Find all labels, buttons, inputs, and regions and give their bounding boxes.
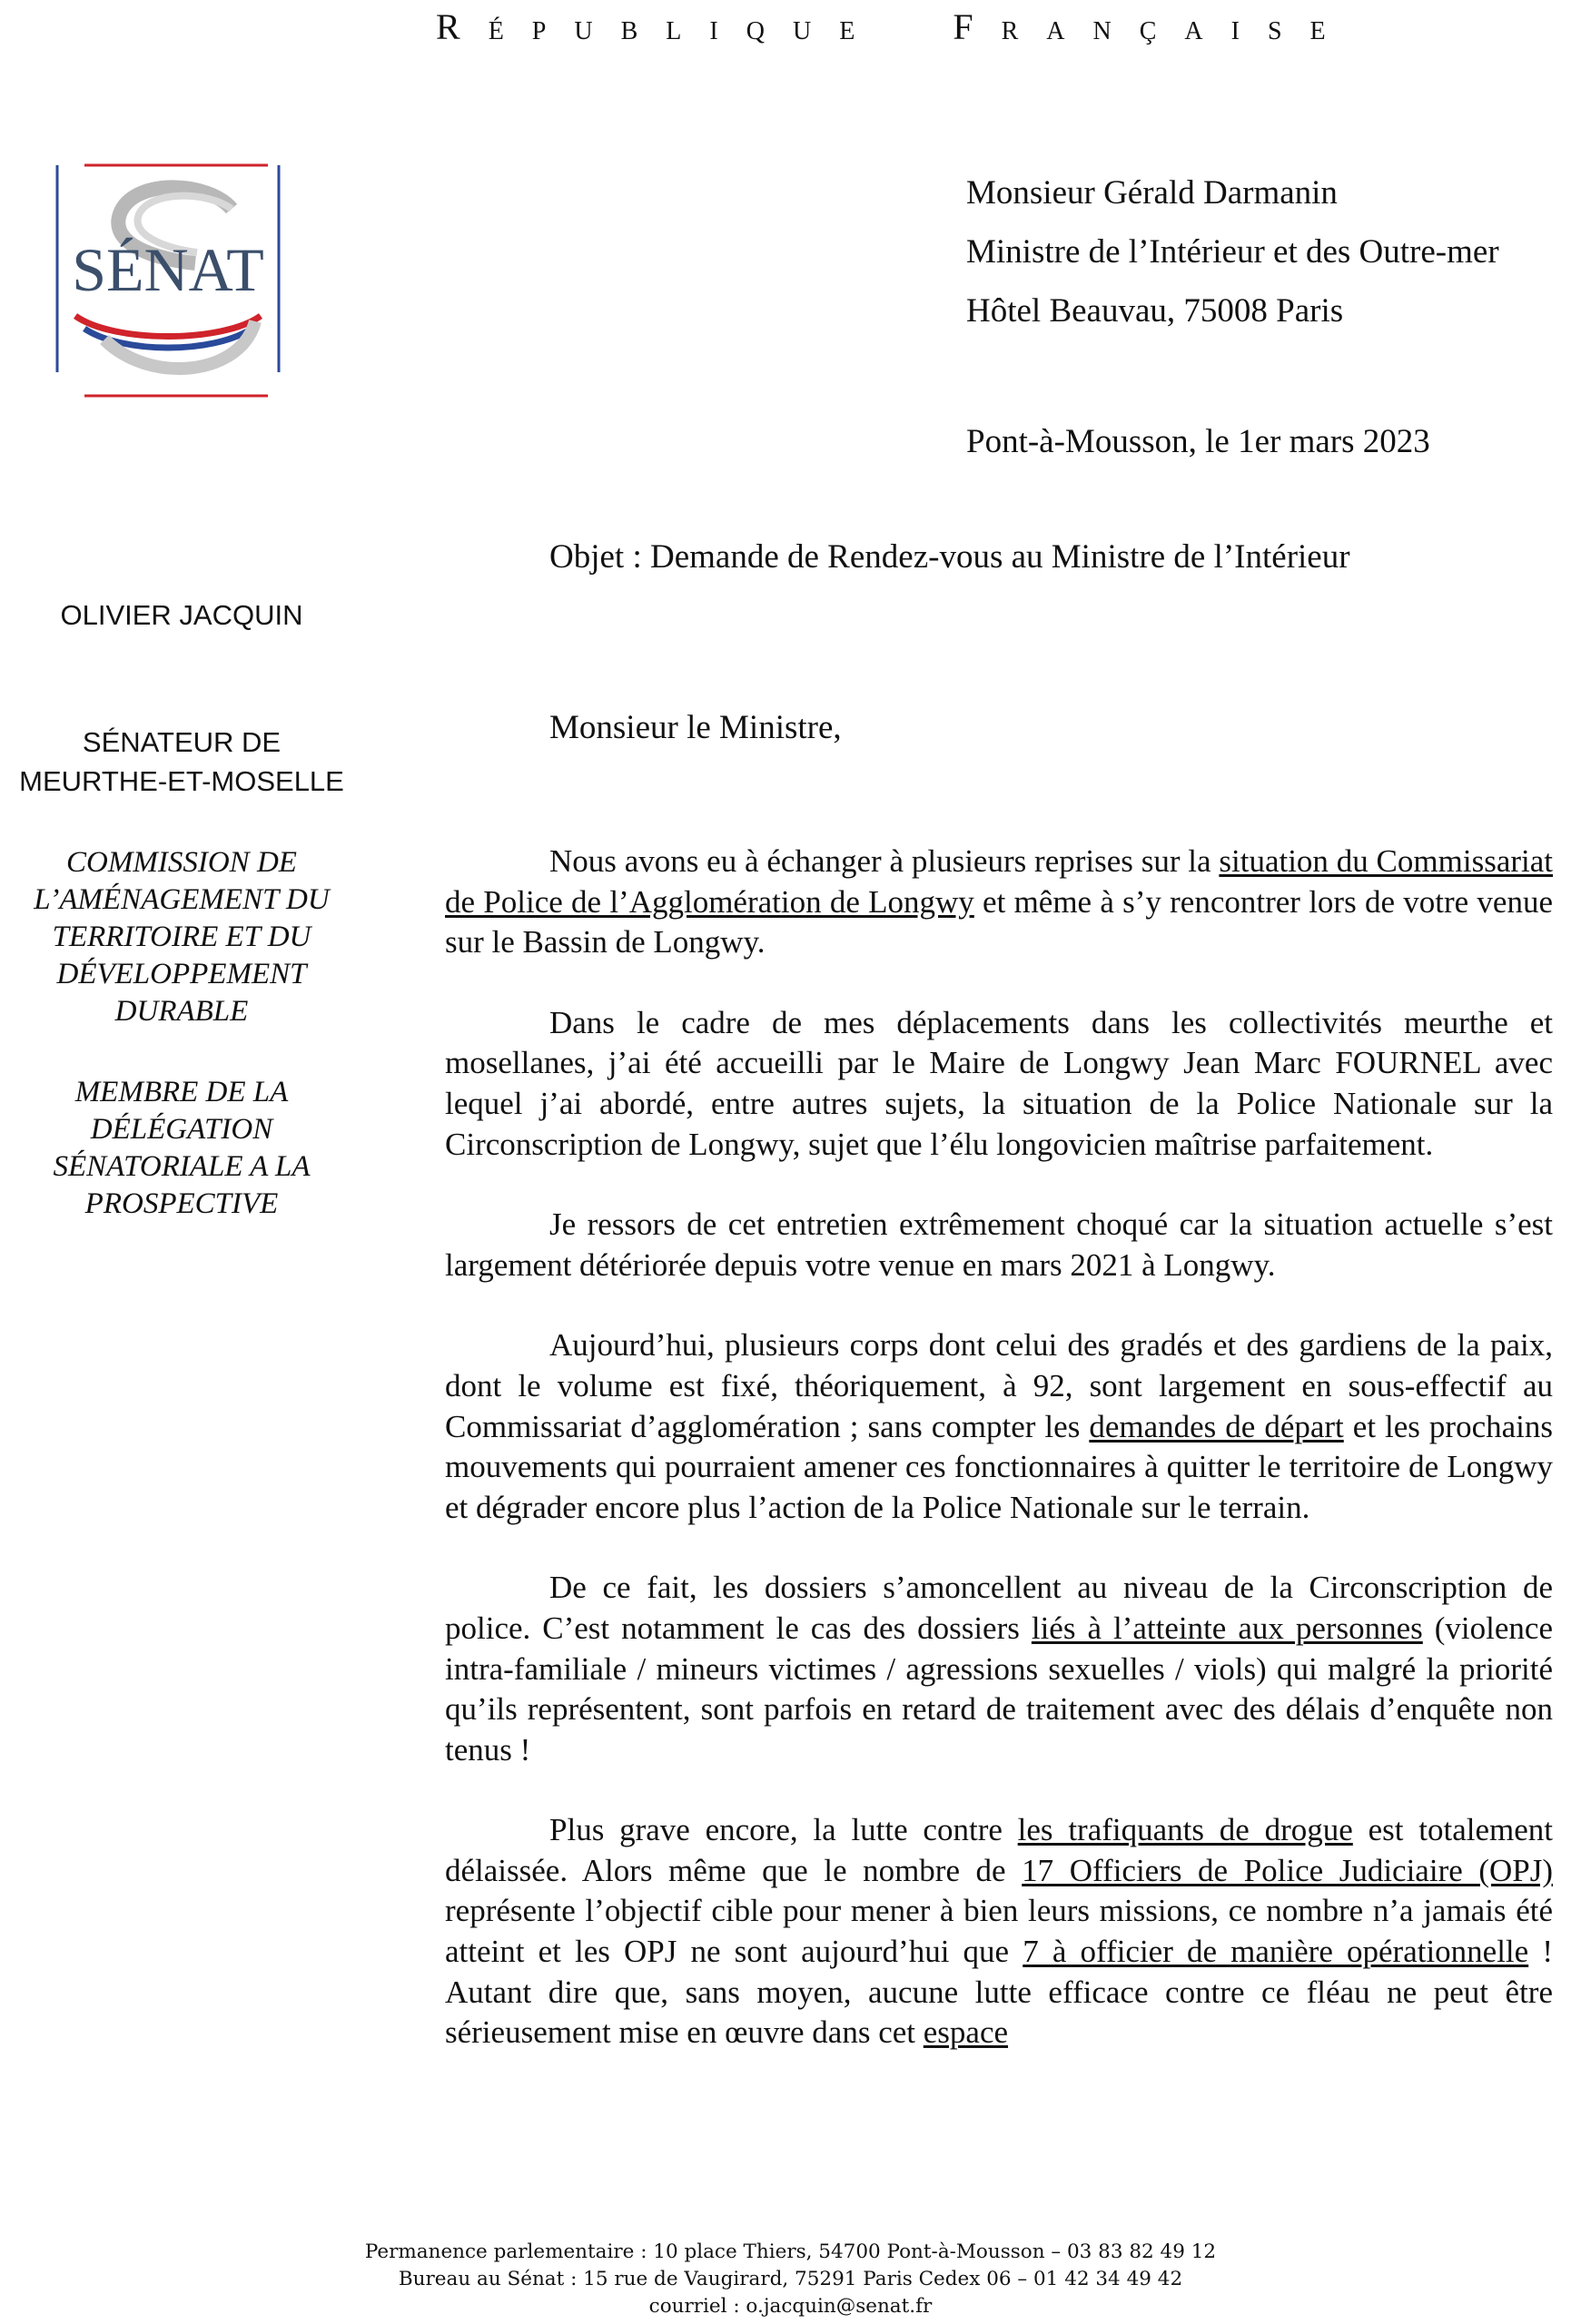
body-paragraph [445,1205,1553,1285]
salutation: Monsieur le Ministre, [549,709,842,746]
paragraph-text: est totalement délaissée. Alors même que le nombre de [445,1812,1553,1888]
recipient-address [966,163,1499,340]
sender-title-line: MEURTHE-ET-MOSELLE [19,765,344,797]
paragraph-text: De ce fait, les dossiers s’amoncellent au niveau de la Circonscription de police. C’est notamment le cas des dossiers [445,1570,1553,1646]
francaise-word: F R A N Ç A I S E [953,6,1326,47]
sender-title [0,723,363,801]
underlined-text: situation du Commissariat de Police de l’Agglomération de Longwy [445,843,1553,920]
body-paragraph [445,1003,1553,1165]
body-paragraph [445,1568,1553,1770]
underlined-text: 7 à officier de manière opérationnelle [1023,1934,1529,1970]
underlined-text: liés à l’atteinte aux personnes [1031,1610,1423,1646]
footer-line: Bureau au Sénat : 15 rue de Vaugirard, 75291 Paris Cedex 06 – 01 42 34 49 42 [398,2268,1183,2290]
underlined-text: espace [923,2014,1009,2051]
senat-logo-icon [50,162,286,399]
membre-line: PROSPECTIVE [84,1187,279,1220]
recipient-line: Hôtel Beauvau, 75008 Paris [966,292,1344,330]
paragraph-text: Dans le cadre de mes déplacements dans les collectivités meurthe et mosellanes, j’ai été accueilli par le Maire de Longwy Jean Marc FOURNEL avec lequel j’ai abordé, entre autres sujets, la situation de la Police Nationale sur la Circonscription de Longwy, sujet que l’élu longovicien maîtrise parfaitement. [445,1004,1553,1162]
paragraph-text: (violence intra-familiale / mineurs victimes / agressions sexuelles / viols) qui malgré la priorité qu’ils représentent, sont parfois en retard de traitement avec des délais d’enquête non tenus ! [445,1610,1553,1768]
footer-line: courriel : o.jacquin@senat.fr [648,2295,933,2318]
commission-line: DURABLE [114,995,249,1028]
underlined-text: les trafiquants de drogue [1017,1812,1353,1848]
paragraph-text: Nous avons eu à échanger à plusieurs reprises sur la [549,843,1220,879]
letter-subject: Objet : Demande de Rendez-vous au Ministre de l’Intérieur [549,538,1350,576]
paragraph-text: et même à s’y rencontrer lors de votre venue sur le Bassin de Longwy. [445,883,1553,960]
letter-date: Pont-à-Mousson, le 1er mars 2023 [966,423,1430,460]
commission-line: TERRITOIRE ET DU [52,921,311,953]
commission-block [0,844,363,1030]
footer-line: Permanence parlementaire : 10 place Thiers, 54700 Pont-à-Mousson – 03 83 82 49 12 [364,2240,1217,2263]
sender-name: OLIVIER JACQUIN [60,599,303,631]
footer [0,2239,1581,2320]
logo-text: SÉNAT [72,235,264,304]
paragraph-text: Je ressors de cet entretien extrêmement choqué car la situation actuelle s’est largement détériorée depuis votre venue en mars 2021 à Longwy. [445,1206,1553,1283]
underlined-text: demandes de départ [1089,1408,1344,1444]
body-paragraph [445,1325,1553,1528]
membre-line: MEMBRE DE LA [74,1076,289,1108]
paragraph-text: représente l’objectif cible pour mener à bien leurs missions, ce nombre n’a jamais été atteint et les OPJ ne sont aujourd’hui que [445,1893,1553,1970]
membre-line: DÉLÉGATION [90,1113,273,1146]
recipient-line: Ministre de l’Intérieur et des Outre-mer [966,233,1499,271]
underlined-text: 17 Officiers de Police Judiciaire (OPJ) [1022,1852,1554,1888]
republique-francaise-header [436,5,1526,48]
paragraph-text: Aujourd’hui, plusieurs corps dont celui des gradés et des gardiens de la paix, dont le volume est fixé, théoriquement, à 92, sont largement en sous-effectif au Commissariat d’agglomération ; sans compter les [445,1327,1553,1444]
commission-line: L’AMÉNAGEMENT DU [34,883,330,916]
paragraph-text: ! Autant dire que, sans moyen, aucune lutte efficace contre ce fléau ne peut être sérieusement mise en œuvre dans cet [445,1934,1553,2051]
letter-body [445,842,1553,2093]
recipient-line: Monsieur Gérald Darmanin [966,174,1338,212]
commission-line: COMMISSION DE [66,846,297,879]
republique-word: R É P U B L I Q U E [436,6,855,47]
sender-title-line: SÉNATEUR DE [82,726,282,758]
body-paragraph [445,842,1553,963]
paragraph-text: et les prochains mouvements qui pourraient amener ces fonctionnaires à quitter le territoire de Longwy et dégrader encore plus l’action de la Police Nationale sur le terrain. [445,1408,1554,1525]
commission-line: DÉVELOPPEMENT [56,958,307,990]
membre-line: SÉNATORIALE A LA [53,1150,311,1183]
paragraph-text: Plus grave encore, la lutte contre [549,1812,1018,1848]
membre-block [0,1074,363,1223]
body-paragraph [445,1810,1553,2053]
